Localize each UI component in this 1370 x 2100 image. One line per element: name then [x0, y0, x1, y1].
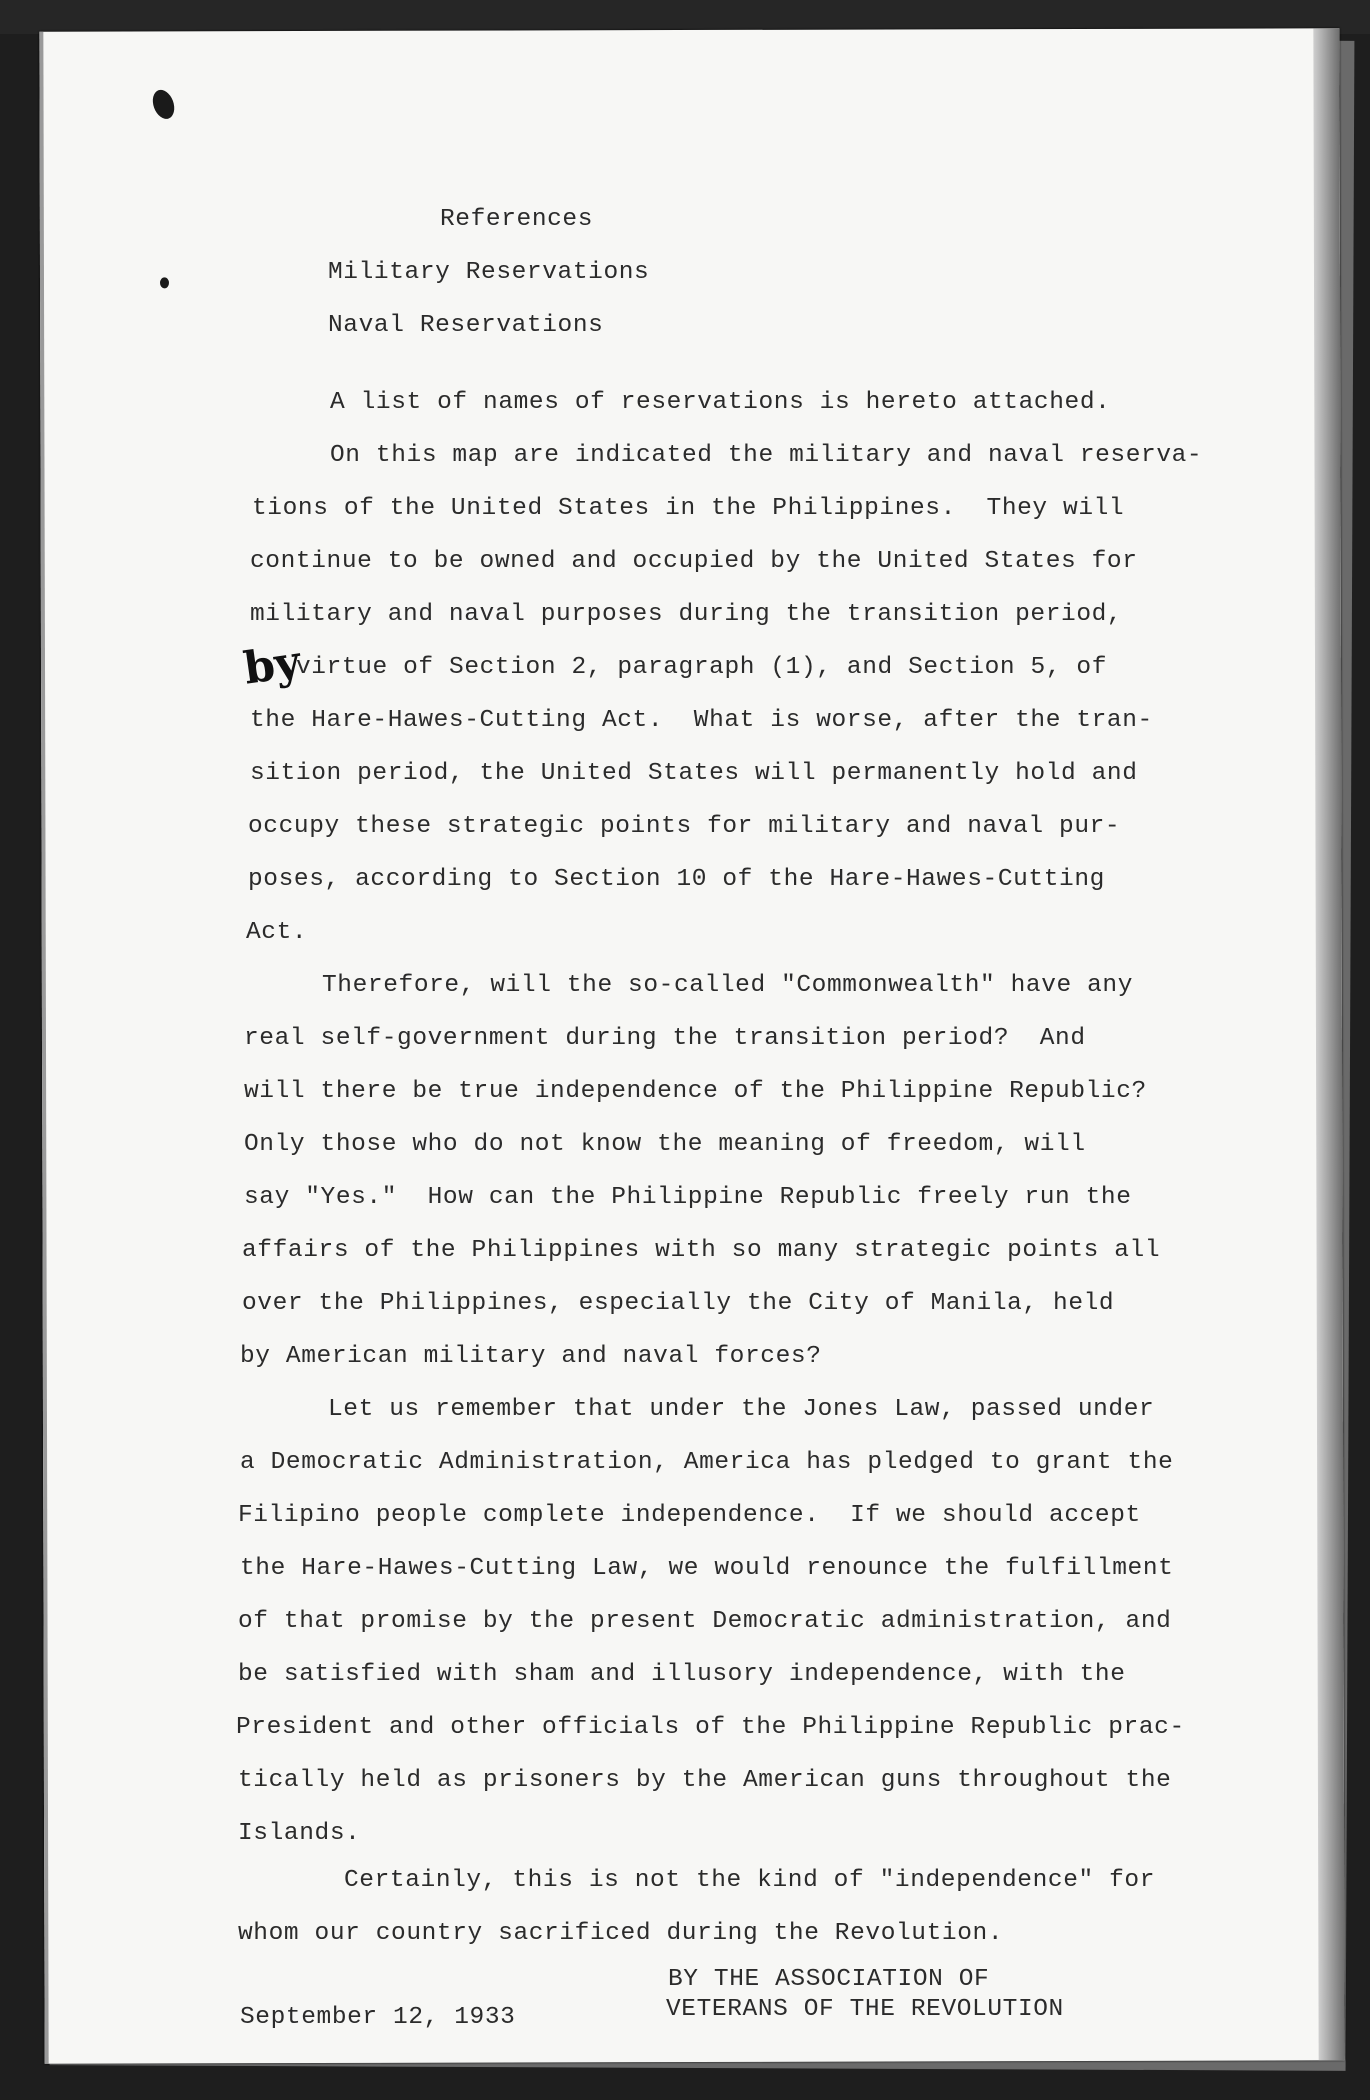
body-line: poses, according to Section 10 of the Hare-Hawes-Cutting [248, 866, 1105, 893]
body-line: be satisfied with sham and illusory independence, with the [238, 1661, 1126, 1688]
body-line: real self-government during the transition period? And [244, 1025, 1086, 1052]
page-left-edge [39, 32, 48, 2064]
body-line: the Hare-Hawes-Cutting Act. What is worse, after the tran- [250, 707, 1153, 734]
heading-military-reservations: Military Reservations [328, 259, 650, 286]
body-line: virtue of Section 2, paragraph (1), and Section 5, of [296, 654, 1108, 681]
body-line: Filipino people complete independence. If we should accept [238, 1502, 1141, 1529]
body-line: Islands. [238, 1820, 361, 1847]
body-line: occupy these strategic points for military and naval pur- [248, 813, 1121, 840]
body-line: will there be true independence of the Philippine Republic? [244, 1078, 1147, 1105]
signature-line-2: VETERANS OF THE REVOLUTION [666, 1996, 1064, 2023]
body-line: of that promise by the present Democratic administration, and [238, 1608, 1172, 1635]
ink-spot [160, 277, 169, 288]
body-line: tions of the United States in the Philippines. They will [252, 495, 1125, 522]
body-line: Only those who do not know the meaning of freedom, will [244, 1131, 1086, 1158]
body-line: On this map are indicated the military and naval reserva- [330, 442, 1203, 469]
body-line: whom our country sacrificed during the Revolution. [238, 1920, 1004, 1947]
body-line: Therefore, will the so-called "Commonwealth" have any [322, 972, 1134, 999]
body-line: President and other officials of the Philippine Republic prac- [236, 1714, 1185, 1741]
heading-references: References [440, 206, 594, 233]
body-line: by American military and naval forces? [240, 1343, 822, 1370]
handwritten-by-insert: by [240, 636, 304, 695]
body-line: a Democratic Administration, America has pledged to grant the [240, 1449, 1174, 1476]
ink-blot [149, 87, 178, 122]
page-right-edge-shadow [1313, 28, 1344, 2060]
signature-line-1: BY THE ASSOCIATION OF [668, 1966, 990, 1993]
body-line: military and naval purposes during the transition period, [250, 601, 1123, 628]
body-line: A list of names of reservations is hereto attached. [330, 389, 1111, 416]
body-line: the Hare-Hawes-Cutting Law, we would renounce the fulfillment [240, 1555, 1174, 1582]
body-line: say "Yes." How can the Philippine Republic freely run the [244, 1184, 1132, 1211]
body-line: continue to be owned and occupied by the United States for [250, 548, 1138, 575]
body-line: over the Philippines, especially the City of Manila, held [242, 1290, 1115, 1317]
body-line: Let us remember that under the Jones Law, passed under [328, 1396, 1155, 1423]
heading-naval-reservations: Naval Reservations [328, 312, 604, 339]
body-line: tically held as prisoners by the American guns throughout the [238, 1767, 1172, 1794]
date-line: September 12, 1933 [240, 2004, 516, 2031]
body-line: affairs of the Philippines with so many strategic points all [242, 1237, 1161, 1264]
body-line: sition period, the United States will permanently hold and [250, 760, 1138, 787]
body-line: Act. [246, 919, 308, 946]
body-line: Certainly, this is not the kind of "independence" for [344, 1867, 1156, 1894]
